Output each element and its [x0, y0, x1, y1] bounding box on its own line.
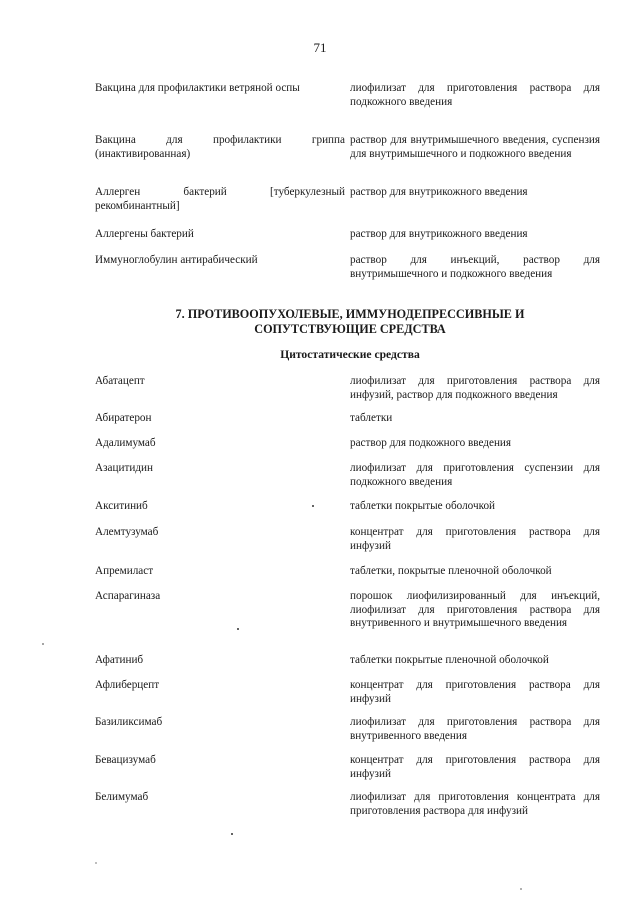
dosage-form: раствор для инъекций, раствор для внутримышечного и подкожного введения	[350, 254, 600, 280]
drug-name: Аллергены бактерий	[95, 228, 194, 240]
drug-name: Белимумаб	[95, 791, 149, 803]
dosage-form: лиофилизат для приготовления раствора для инфузий, раствор для подкожного введения	[350, 375, 600, 401]
dosage-form: лиофилизат для приготовления суспензии для подкожного введения	[350, 462, 600, 488]
drug-name: Акситиниб	[95, 500, 148, 512]
dosage-form: раствор для подкожного введения	[350, 437, 512, 449]
dosage-form: таблетки	[350, 412, 393, 424]
drug-name: Адалимумаб	[95, 437, 156, 449]
scan-speck	[520, 888, 522, 890]
drug-name: Аллерген бактерий [туберкулезный рекомбинантный]	[95, 186, 345, 212]
drug-name: Афатиниб	[95, 654, 144, 666]
drug-name: Иммуноглобулин антирабический	[95, 254, 258, 266]
scan-speck	[237, 628, 239, 630]
drug-name: Азацитидин	[95, 462, 153, 474]
drug-name: Вакцина для профилактики ветряной оспы	[95, 82, 300, 94]
subsection-title: Цитостатические средства	[280, 348, 420, 361]
dosage-form: лиофилизат для приготовления раствора для внутривенного введения	[350, 716, 600, 742]
dosage-form: лиофилизат для приготовления раствора для подкожного введения	[350, 82, 600, 108]
dosage-form: таблетки, покрытые пленочной оболочкой	[350, 565, 552, 577]
dosage-form: лиофилизат для приготовления концентрата для приготовления раствора для инфузий	[350, 791, 600, 817]
drug-name: Базиликсимаб	[95, 716, 163, 728]
drug-name: Вакцина для профилактики гриппа (инактивированная)	[95, 134, 345, 160]
drug-name: Алемтузумаб	[95, 526, 159, 538]
dosage-form: таблетки покрытые оболочкой	[350, 500, 496, 512]
section-title-line-1: 7. ПРОТИВООПУХОЛЕВЫЕ, ИММУНОДЕПРЕССИВНЫЕ И	[175, 307, 525, 321]
dosage-form: концентрат для приготовления раствора для инфузий	[350, 679, 600, 705]
drug-name: Апремиласт	[95, 565, 154, 577]
drug-name: Аспарагиназа	[95, 590, 161, 602]
section-title-line-2: СОПУТСТВУЮЩИЕ СРЕДСТВА	[254, 322, 446, 336]
page-number: 71	[313, 40, 327, 55]
dosage-form: раствор для внутрикожного введения	[350, 228, 528, 240]
drug-name: Абатацепт	[95, 375, 145, 387]
drug-name: Афлиберцепт	[95, 679, 160, 691]
dosage-form: концентрат для приготовления раствора для инфузий	[350, 754, 600, 780]
scan-speck	[42, 643, 44, 645]
dosage-form: раствор для внутрикожного введения	[350, 186, 528, 198]
drug-name: Бевацизумаб	[95, 754, 156, 766]
scan-speck	[95, 862, 97, 864]
dosage-form: раствор для внутримышечного введения, суспензия для внутримышечного и подкожного введения	[350, 134, 600, 160]
dosage-form: концентрат для приготовления раствора для инфузий	[350, 526, 600, 552]
scan-speck	[231, 833, 233, 835]
dosage-form: порошок лиофилизированный для инъекций, лиофилизат для приготовления раствора для внутривенного и внутримышечного введения	[350, 590, 600, 629]
dosage-form: таблетки покрытые пленочной оболочкой	[350, 654, 549, 666]
drug-name: Абиратерон	[95, 412, 152, 424]
scan-speck	[312, 505, 314, 507]
